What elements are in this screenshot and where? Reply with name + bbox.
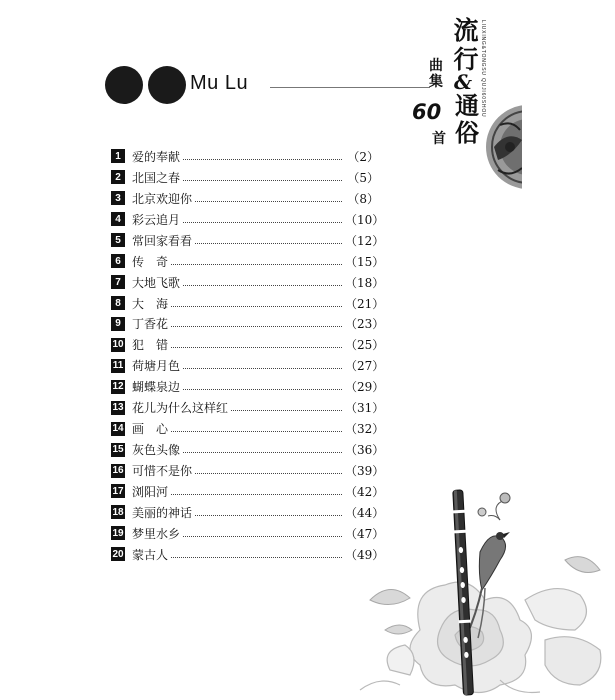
toc-title: 可惜不是你: [132, 464, 193, 479]
toc-title: 蝴蝶泉边: [132, 380, 181, 395]
toc-leader: [171, 264, 342, 265]
toc-row[interactable]: [111, 397, 385, 418]
toc-leader: [183, 536, 342, 537]
toc-number: 11: [112, 360, 124, 372]
toc-number: 19: [112, 527, 124, 539]
toc-title: 蒙古人: [132, 547, 169, 562]
toc-page-number: （31）: [345, 401, 385, 416]
toc-row[interactable]: [111, 188, 379, 209]
toc-page-number: （15）: [345, 254, 385, 269]
toc-number: 7: [111, 275, 125, 289]
toc-row[interactable]: [111, 418, 385, 439]
toc-page-number: （36）: [345, 443, 385, 458]
toc-row[interactable]: [111, 146, 379, 167]
toc-title: 大 海: [132, 296, 169, 311]
toc-title: 彩云追月: [132, 212, 181, 227]
toc-leader: [171, 347, 342, 348]
toc-title: 北国之春: [132, 170, 181, 185]
toc-number: 3: [111, 191, 125, 205]
toc-number: 1: [111, 149, 125, 163]
toc-row[interactable]: [111, 376, 385, 397]
toc-row[interactable]: [111, 439, 385, 460]
title-char: 通: [455, 91, 479, 120]
toc-row[interactable]: [111, 230, 385, 251]
toc-title: 传 奇: [132, 254, 169, 269]
toc-row[interactable]: [111, 481, 385, 502]
toc-page-number: （47）: [345, 526, 385, 541]
toc-page-number: （42）: [345, 484, 385, 499]
toc-leader: [183, 285, 342, 286]
toc-page-number: （21）: [345, 296, 385, 311]
title-char: 行: [453, 45, 479, 74]
toc-number: 4: [111, 212, 125, 226]
header-rule: [270, 87, 430, 88]
title-char: 流: [453, 16, 479, 45]
subtitle-char: 集: [429, 74, 443, 90]
toc-row[interactable]: [111, 544, 385, 565]
toc-leader: [183, 159, 342, 160]
toc-row[interactable]: [111, 272, 385, 293]
toc-number: 18: [112, 506, 124, 518]
toc-row[interactable]: [111, 167, 379, 188]
toc-page-number: （25）: [345, 338, 385, 353]
toc-row[interactable]: [111, 502, 385, 523]
decorative-seal-icon: [482, 100, 522, 195]
mulu-heading: Mu Lu: [190, 72, 249, 94]
toc-page-number: （18）: [345, 275, 385, 290]
toc-title: 丁香花: [132, 317, 169, 332]
toc-leader: [183, 222, 342, 223]
toc-row[interactable]: [111, 209, 385, 230]
toc-number: 13: [112, 402, 124, 414]
decorative-circle-left: [105, 66, 143, 104]
toc-title: 浏阳河: [132, 484, 169, 499]
toc-leader: [171, 306, 342, 307]
toc-leader: [195, 473, 342, 474]
toc-number: 9: [111, 317, 125, 331]
toc-page-number: （44）: [345, 505, 385, 520]
subtitle-number: 60: [412, 100, 442, 124]
table-of-contents: [111, 146, 385, 565]
toc-leader: [183, 389, 342, 390]
toc-number: 20: [112, 548, 124, 560]
toc-leader: [171, 431, 342, 432]
toc-page-number: （39）: [345, 464, 385, 479]
toc-number: 14: [112, 423, 124, 435]
toc-leader: [183, 180, 342, 181]
title-char: 俗: [455, 118, 479, 147]
toc-leader: [195, 201, 342, 202]
toc-page-number: （12）: [345, 233, 385, 248]
toc-title: 北京欢迎你: [132, 191, 193, 206]
toc-page-number: （5）: [347, 170, 379, 185]
toc-leader: [171, 326, 342, 327]
toc-page-number: （10）: [345, 212, 385, 227]
toc-page-number: （27）: [345, 359, 385, 374]
toc-row[interactable]: [111, 314, 385, 335]
toc-page-number: （49）: [345, 547, 385, 562]
decorative-circle-right: [148, 66, 186, 104]
toc-row[interactable]: [111, 334, 385, 355]
toc-page-number: （2）: [347, 149, 379, 164]
toc-number: 2: [111, 170, 125, 184]
toc-title: 梦里水乡: [132, 526, 181, 541]
toc-title: 常回家看看: [132, 233, 193, 248]
toc-title: 荷塘月色: [132, 359, 181, 374]
toc-page-number: （29）: [345, 380, 385, 395]
toc-number: 8: [111, 296, 125, 310]
toc-title: 灰色头像: [132, 443, 181, 458]
toc-page-number: （8）: [347, 191, 379, 206]
toc-title: 美丽的神话: [132, 505, 193, 520]
toc-leader: [183, 452, 342, 453]
flute-peony-illustration-icon: [350, 480, 615, 700]
toc-title: 犯 错: [132, 338, 169, 353]
toc-number: 10: [112, 339, 124, 351]
toc-row[interactable]: [111, 523, 385, 544]
toc-number: 6: [111, 254, 125, 268]
book-subtitle: [428, 58, 444, 90]
toc-title: 花儿为什么这样红: [132, 401, 229, 416]
toc-title: 大地飞歌: [132, 275, 181, 290]
toc-leader: [195, 243, 342, 244]
toc-title: 爱的奉献: [132, 149, 181, 164]
toc-page-number: （32）: [345, 422, 385, 437]
toc-number: 17: [112, 485, 124, 497]
pinyin-vertical: LIUXING&TONGSU QUJI60SHOU: [480, 20, 486, 118]
toc-leader: [231, 410, 342, 411]
book-title-bottom: [455, 92, 479, 146]
toc-row[interactable]: [111, 293, 385, 314]
toc-leader: [171, 494, 342, 495]
toc-page-number: （23）: [345, 317, 385, 332]
toc-leader: [183, 368, 342, 369]
book-title-top: [453, 16, 479, 74]
toc-number: 16: [112, 465, 124, 477]
toc-number: 15: [112, 444, 124, 456]
toc-title: 画 心: [132, 422, 169, 437]
toc-row[interactable]: [111, 460, 385, 481]
subtitle-unit: 首: [432, 131, 446, 147]
title-ampersand: &: [454, 70, 473, 94]
toc-leader: [195, 515, 342, 516]
toc-number: 12: [112, 381, 124, 393]
toc-row[interactable]: [111, 251, 385, 272]
subtitle-char: 曲: [429, 58, 443, 74]
toc-leader: [171, 557, 342, 558]
toc-number: 5: [111, 233, 125, 247]
toc-row[interactable]: [111, 355, 385, 376]
